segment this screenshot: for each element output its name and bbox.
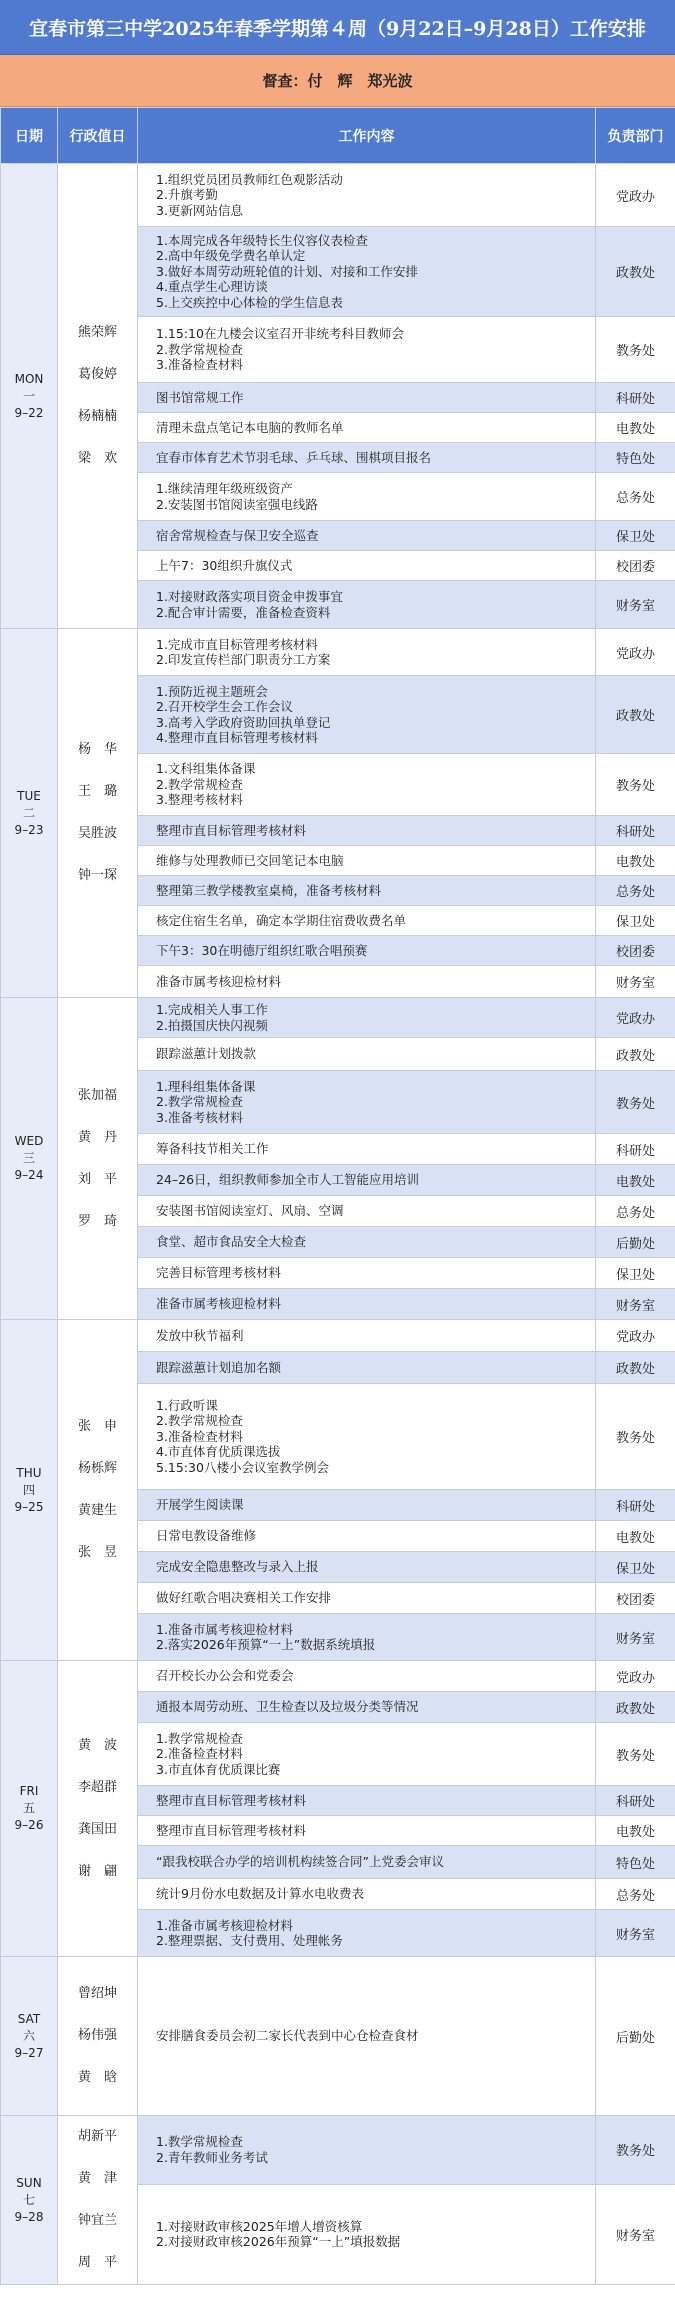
work-item: 清理未盘点笔记本电脑的教师名单 xyxy=(156,419,344,435)
duty-officers-cell xyxy=(58,2116,138,2285)
work-content-cell xyxy=(138,1289,596,1320)
work-item: 1.本周完成各年级特长生仪容仪表检查 xyxy=(156,232,368,248)
work-content-cell xyxy=(138,1134,596,1165)
work-item: 2.升旗考勤 xyxy=(156,187,218,203)
work-item: 4.整理市直目标管理考核材料 xyxy=(156,730,318,745)
work-item: 做好红歌合唱决赛相关工作安排 xyxy=(156,1590,332,1606)
department-cell: 财务室 xyxy=(596,2184,675,2284)
work-content-cell xyxy=(138,1196,596,1227)
work-content-cell xyxy=(138,413,596,443)
work-content-cell xyxy=(138,676,596,754)
duty-officer-name: 葛俊婷 xyxy=(77,367,117,382)
day-cn: 一 xyxy=(22,388,35,403)
department-cell: 党政办 xyxy=(596,629,675,676)
work-item: 1.完成相关人事工作 xyxy=(156,1002,268,1017)
work-item: 安排膳食委员会初二家长代表到中心仓检查食材 xyxy=(156,2028,419,2044)
department-cell: 教务处 xyxy=(596,2116,675,2185)
work-item: 整理第三教学楼教室桌椅，准备考核材料 xyxy=(156,882,382,898)
work-item: 召开校长办公会和党委会 xyxy=(156,1668,294,1684)
day-cn: 七 xyxy=(22,2192,35,2207)
department-cell: 校团委 xyxy=(596,936,675,966)
duty-officers-cell xyxy=(58,1320,138,1661)
department-cell: 教务处 xyxy=(596,317,675,383)
duty-officer-name: 胡新平 xyxy=(77,2129,117,2144)
department-cell: 总务处 xyxy=(596,1879,675,1910)
work-item: 维修与处理教师已交回笔记本电脑 xyxy=(156,852,344,868)
duty-officer-name: 黄 丹 xyxy=(77,1129,117,1145)
schedule-row xyxy=(1,1320,675,1352)
department-cell: 校团委 xyxy=(596,1583,675,1614)
work-content-cell xyxy=(138,1957,596,2116)
department-cell: 科研处 xyxy=(596,1134,675,1165)
duty-officer-name: 张 昱 xyxy=(77,1545,117,1560)
work-item: 1.预防近视主题班会 xyxy=(156,683,268,699)
work-item: 1.继续清理年级班级资产 xyxy=(156,481,293,496)
work-content-cell xyxy=(138,754,596,816)
duty-officer-name: 吴胜波 xyxy=(77,826,117,841)
work-content-cell xyxy=(138,936,596,966)
day-en: WED xyxy=(14,1134,44,1148)
work-item: 完成安全隐患整改与录入上报 xyxy=(156,1559,319,1575)
work-item: 整理市直目标管理考核材料 xyxy=(156,1822,307,1838)
work-item: 1.15:10在九楼会议室召开非统考科目教师会 xyxy=(156,326,404,342)
duty-officers-cell xyxy=(58,1661,138,1957)
day-cn: 二 xyxy=(22,805,35,820)
work-item: 2.高中年级免学费名单认定 xyxy=(156,248,306,264)
work-item: 5.上交疾控中心体检的学生信息表 xyxy=(156,294,343,310)
work-item: 发放中秋节福利 xyxy=(156,1327,244,1343)
header-row xyxy=(1,108,675,164)
schedule-row xyxy=(1,998,675,1038)
work-item: 跟踪滋蕙计划拨款 xyxy=(156,1046,257,1062)
day-en: THU xyxy=(16,1465,42,1480)
day-cn: 四 xyxy=(22,1482,35,1497)
work-item: 2.拍摄国庆快闪视频 xyxy=(156,1017,268,1033)
work-content-cell xyxy=(138,816,596,846)
department-cell: 科研处 xyxy=(596,1786,675,1816)
department-cell: 电教处 xyxy=(596,1521,675,1552)
work-item: 1.对接财政落实项目资金申拨事宜 xyxy=(156,589,343,604)
schedule-row xyxy=(1,164,675,227)
duty-officer-name: 熊荣辉 xyxy=(77,325,117,340)
work-content-cell xyxy=(138,1692,596,1723)
work-content-cell xyxy=(138,521,596,551)
work-content-cell xyxy=(138,1786,596,1816)
duty-officer-name: 刘 平 xyxy=(77,1171,117,1187)
work-item: 2.教学常规检查 xyxy=(156,1094,243,1110)
day-md: 9–28 xyxy=(14,2209,44,2224)
department-cell: 财务室 xyxy=(596,1910,675,1957)
work-item: 筹备科技节相关工作 xyxy=(156,1141,269,1157)
header-content: 工作内容 xyxy=(138,108,596,164)
work-item: 3.高考入学政府资助回执单登记 xyxy=(156,714,331,730)
department-cell: 电教处 xyxy=(596,1165,675,1196)
work-item: 跟踪滋蕙计划追加名额 xyxy=(156,1359,282,1375)
work-item: 1.行政听课 xyxy=(156,1397,218,1413)
department-cell: 教务处 xyxy=(596,1071,675,1134)
duty-officer-name: 龚国田 xyxy=(77,1821,117,1837)
day-date-cell xyxy=(1,2116,58,2285)
work-item: 5.15:30八楼小会议室教学例会 xyxy=(156,1459,329,1475)
department-cell: 保卫处 xyxy=(596,1552,675,1583)
department-cell: 保卫处 xyxy=(596,906,675,936)
work-item: 图书馆常规工作 xyxy=(156,389,244,405)
work-item: 3.做好本周劳动班轮值的计划、对接和工作安排 xyxy=(156,263,418,279)
work-content-cell xyxy=(138,1583,596,1614)
department-cell: 保卫处 xyxy=(596,1258,675,1289)
department-cell: 政教处 xyxy=(596,1352,675,1384)
department-cell: 特色处 xyxy=(596,1846,675,1879)
duty-officer-name: 王 璐 xyxy=(77,784,117,799)
department-cell: 校团委 xyxy=(596,551,675,581)
department-cell: 党政办 xyxy=(596,1320,675,1352)
work-content-cell xyxy=(138,227,596,317)
work-content-cell xyxy=(138,1552,596,1583)
day-en: FRI xyxy=(19,1784,39,1798)
day-md: 9–24 xyxy=(14,1168,44,1182)
header-date: 日期 xyxy=(1,108,58,164)
duty-officer-name: 黄 津 xyxy=(77,2171,117,2186)
work-item: 2.教学常规检查 xyxy=(156,776,243,792)
department-cell: 总务处 xyxy=(596,876,675,906)
duty-officer-name: 黄 晗 xyxy=(77,2070,117,2085)
work-item: 核定住宿生名单，确定本学期住宿费收费名单 xyxy=(156,912,407,928)
work-content-cell xyxy=(138,383,596,413)
department-cell: 党政办 xyxy=(596,1661,675,1692)
work-item: 3.准备检查材料 xyxy=(156,357,243,373)
work-item: 3.市直体育优质课比赛 xyxy=(156,1761,281,1777)
day-cn: 三 xyxy=(22,1151,35,1165)
header-dept: 负责部门 xyxy=(596,108,675,164)
day-date-cell xyxy=(1,1320,58,1661)
day-cn: 五 xyxy=(22,1801,35,1815)
department-cell: 科研处 xyxy=(596,383,675,413)
work-content-cell xyxy=(138,1227,596,1258)
work-item: 24–26日，组织教师参加全市人工智能应用培训 xyxy=(156,1172,420,1188)
work-content-cell xyxy=(138,1258,596,1289)
day-date-cell xyxy=(1,164,58,629)
work-item: 4.市直体育优质课选拔 xyxy=(156,1444,281,1460)
day-en: TUE xyxy=(17,788,41,803)
department-cell: 电教处 xyxy=(596,846,675,876)
work-content-cell xyxy=(138,317,596,383)
department-cell: 财务室 xyxy=(596,1614,675,1661)
work-item: 通报本周劳动班、卫生检查以及垃圾分类等情况 xyxy=(156,1699,419,1715)
department-cell: 科研处 xyxy=(596,1490,675,1521)
work-content-cell xyxy=(138,1846,596,1879)
work-content-cell xyxy=(138,164,596,227)
work-item: 开展学生阅读课 xyxy=(156,1497,244,1513)
department-cell: 党政办 xyxy=(596,164,675,227)
work-content-cell xyxy=(138,906,596,936)
work-item: 下午3：30在明德厅组织红歌合唱预赛 xyxy=(156,942,368,958)
work-item: 4.重点学生心理访谈 xyxy=(156,279,268,295)
department-cell: 政教处 xyxy=(596,1692,675,1723)
header-duty: 行政值日 xyxy=(58,108,138,164)
work-item: 宜春市体育艺术节羽毛球、乒乓球、围棋项目报名 xyxy=(156,449,432,465)
duty-officer-name: 杨栎辉 xyxy=(77,1461,117,1476)
work-content-cell xyxy=(138,581,596,629)
work-item: 1.组织党员团员教师红色观影活动 xyxy=(156,171,343,187)
work-content-cell xyxy=(138,1071,596,1134)
work-item: 2.教学常规检查 xyxy=(156,1413,243,1429)
duty-officer-name: 谢 翩 xyxy=(77,1863,117,1879)
duty-officer-name: 张 申 xyxy=(77,1419,117,1434)
duty-officers-cell xyxy=(58,629,138,998)
duty-officer-name: 杨楠楠 xyxy=(77,409,117,424)
day-md: 9–23 xyxy=(14,822,44,837)
work-item: 日常电教设备维修 xyxy=(156,1528,257,1544)
schedule-row xyxy=(1,2116,675,2185)
duty-officer-name: 梁 欢 xyxy=(77,451,117,466)
work-item: 2.落实2026年预算“一上”数据系统填报 xyxy=(156,1637,376,1652)
work-content-cell xyxy=(138,551,596,581)
work-content-cell xyxy=(138,876,596,906)
work-content-cell xyxy=(138,1038,596,1071)
work-item: 2.整理票据、支付费用、处理帐务 xyxy=(156,1933,343,1948)
supervisor-banner: 督查：付 辉 郑光波 xyxy=(0,55,675,107)
department-cell: 后勤处 xyxy=(596,1957,675,2116)
work-item: 整理市直目标管理考核材料 xyxy=(156,1792,307,1808)
page-title: 宜春市第三中学2025年春季学期第４周（9月22日–9月28日）工作安排 xyxy=(0,0,675,55)
schedule-table xyxy=(0,107,675,2285)
work-content-cell xyxy=(138,1816,596,1846)
duty-officer-name: 杨伟强 xyxy=(77,2028,117,2043)
work-item: 2.安装图书馆阅读室强电线路 xyxy=(156,496,318,512)
work-content-cell xyxy=(138,1910,596,1957)
department-cell: 党政办 xyxy=(596,998,675,1038)
work-content-cell xyxy=(138,966,596,998)
work-content-cell xyxy=(138,1723,596,1786)
work-content-cell xyxy=(138,443,596,473)
duty-officer-name: 张加福 xyxy=(77,1087,117,1103)
work-item: 3.整理考核材料 xyxy=(156,792,243,808)
work-item: 1.教学常规检查 xyxy=(156,1730,243,1746)
day-md: 9–27 xyxy=(14,2045,44,2060)
work-content-cell xyxy=(138,998,596,1038)
duty-officer-name: 杨 华 xyxy=(77,742,117,757)
schedule-row xyxy=(1,1957,675,2116)
work-item: 整理市直目标管理考核材料 xyxy=(156,822,307,838)
department-cell: 科研处 xyxy=(596,816,675,846)
work-item: 2.配合审计需要，准备检查资料 xyxy=(156,604,331,620)
work-item: 3.准备检查材料 xyxy=(156,1428,243,1444)
department-cell: 教务处 xyxy=(596,1384,675,1490)
work-item: 宿舍常规检查与保卫安全巡查 xyxy=(156,527,319,543)
duty-officer-name: 钟一琛 xyxy=(77,868,117,883)
department-cell: 教务处 xyxy=(596,754,675,816)
day-en: MON xyxy=(14,371,44,386)
work-content-cell xyxy=(138,1352,596,1384)
department-cell: 政教处 xyxy=(596,1038,675,1071)
work-item: 准备市属考核迎检材料 xyxy=(156,973,282,989)
duty-officer-name: 罗 琦 xyxy=(77,1213,117,1229)
work-item: 2.印发宣传栏部门职责分工方案 xyxy=(156,652,331,667)
work-item: 完善目标管理考核材料 xyxy=(156,1265,282,1281)
work-item: 安装图书馆阅读室灯、风扇、空调 xyxy=(156,1203,344,1219)
schedule-row xyxy=(1,1661,675,1692)
work-content-cell xyxy=(138,2184,596,2284)
work-content-cell xyxy=(138,1165,596,1196)
work-item: 上午7：30组织升旗仪式 xyxy=(156,557,293,573)
work-item: 2.青年教师业务考试 xyxy=(156,2149,268,2165)
work-content-cell xyxy=(138,1879,596,1910)
work-item: 2.对接财政审核2026年预算“一上”填报数据 xyxy=(156,2234,401,2250)
duty-officer-name: 周 平 xyxy=(77,2255,117,2270)
work-item: 准备市属考核迎检材料 xyxy=(156,1296,282,1312)
work-content-cell xyxy=(138,2116,596,2185)
department-cell: 特色处 xyxy=(596,443,675,473)
day-en: SAT xyxy=(17,2011,41,2026)
work-item: 2.召开校学生会工作会议 xyxy=(156,699,293,714)
work-content-cell xyxy=(138,1490,596,1521)
department-cell: 电教处 xyxy=(596,413,675,443)
department-cell: 财务室 xyxy=(596,581,675,629)
day-en: SUN xyxy=(16,2175,42,2190)
schedule-row xyxy=(1,629,675,676)
work-content-cell xyxy=(138,629,596,676)
day-cn: 六 xyxy=(22,2028,35,2043)
work-item: “跟我校联合办学的培训机构续签合同”上党委会审议 xyxy=(156,1854,444,1870)
duty-officer-name: 曾绍坤 xyxy=(77,1986,117,2001)
duty-officers-cell xyxy=(58,164,138,629)
department-cell: 财务室 xyxy=(596,1289,675,1320)
department-cell: 财务室 xyxy=(596,966,675,998)
work-item: 统计9月份水电数据及计算水电收费表 xyxy=(156,1886,364,1902)
department-cell: 总务处 xyxy=(596,1196,675,1227)
work-item: 2.教学常规检查 xyxy=(156,341,243,357)
duty-officer-name: 李超群 xyxy=(77,1779,117,1795)
work-content-cell xyxy=(138,846,596,876)
day-date-cell xyxy=(1,998,58,1320)
department-cell: 电教处 xyxy=(596,1816,675,1846)
department-cell: 总务处 xyxy=(596,473,675,521)
department-cell: 政教处 xyxy=(596,676,675,754)
department-cell: 后勤处 xyxy=(596,1227,675,1258)
work-item: 1.准备市属考核迎检材料 xyxy=(156,1621,293,1637)
work-item: 1.对接财政审核2025年增人增资核算 xyxy=(156,2218,363,2234)
day-md: 9–22 xyxy=(14,405,44,420)
work-item: 1.文科组集体备课 xyxy=(156,761,256,777)
duty-officer-name: 钟宜兰 xyxy=(77,2213,117,2228)
department-cell: 政教处 xyxy=(596,227,675,317)
work-content-cell xyxy=(138,1614,596,1661)
day-date-cell xyxy=(1,1661,58,1957)
work-item: 3.准备考核材料 xyxy=(156,1109,243,1125)
department-cell: 保卫处 xyxy=(596,521,675,551)
department-cell: 教务处 xyxy=(596,1723,675,1786)
schedule-body xyxy=(1,164,675,2285)
duty-officers-cell xyxy=(58,998,138,1320)
work-content-cell xyxy=(138,1384,596,1490)
duty-officer-name: 黄 波 xyxy=(77,1737,117,1753)
work-item: 食堂、超市食品安全大检查 xyxy=(156,1234,307,1250)
work-item: 2.准备检查材料 xyxy=(156,1746,243,1762)
work-content-cell xyxy=(138,1320,596,1352)
duty-officer-name: 黄建生 xyxy=(77,1503,117,1518)
day-md: 9–25 xyxy=(14,1499,44,1514)
work-item: 1.理科组集体备课 xyxy=(156,1078,256,1094)
work-content-cell xyxy=(138,473,596,521)
work-item: 1.完成市直目标管理考核材料 xyxy=(156,636,318,652)
duty-officers-cell xyxy=(58,1957,138,2116)
work-item: 1.教学常规检查 xyxy=(156,2134,243,2150)
work-item: 3.更新网站信息 xyxy=(156,202,243,218)
day-date-cell xyxy=(1,629,58,998)
work-content-cell xyxy=(138,1661,596,1692)
work-item: 1.准备市属考核迎检材料 xyxy=(156,1917,293,1933)
day-md: 9–26 xyxy=(14,1818,44,1832)
work-content-cell xyxy=(138,1521,596,1552)
day-date-cell xyxy=(1,1957,58,2116)
